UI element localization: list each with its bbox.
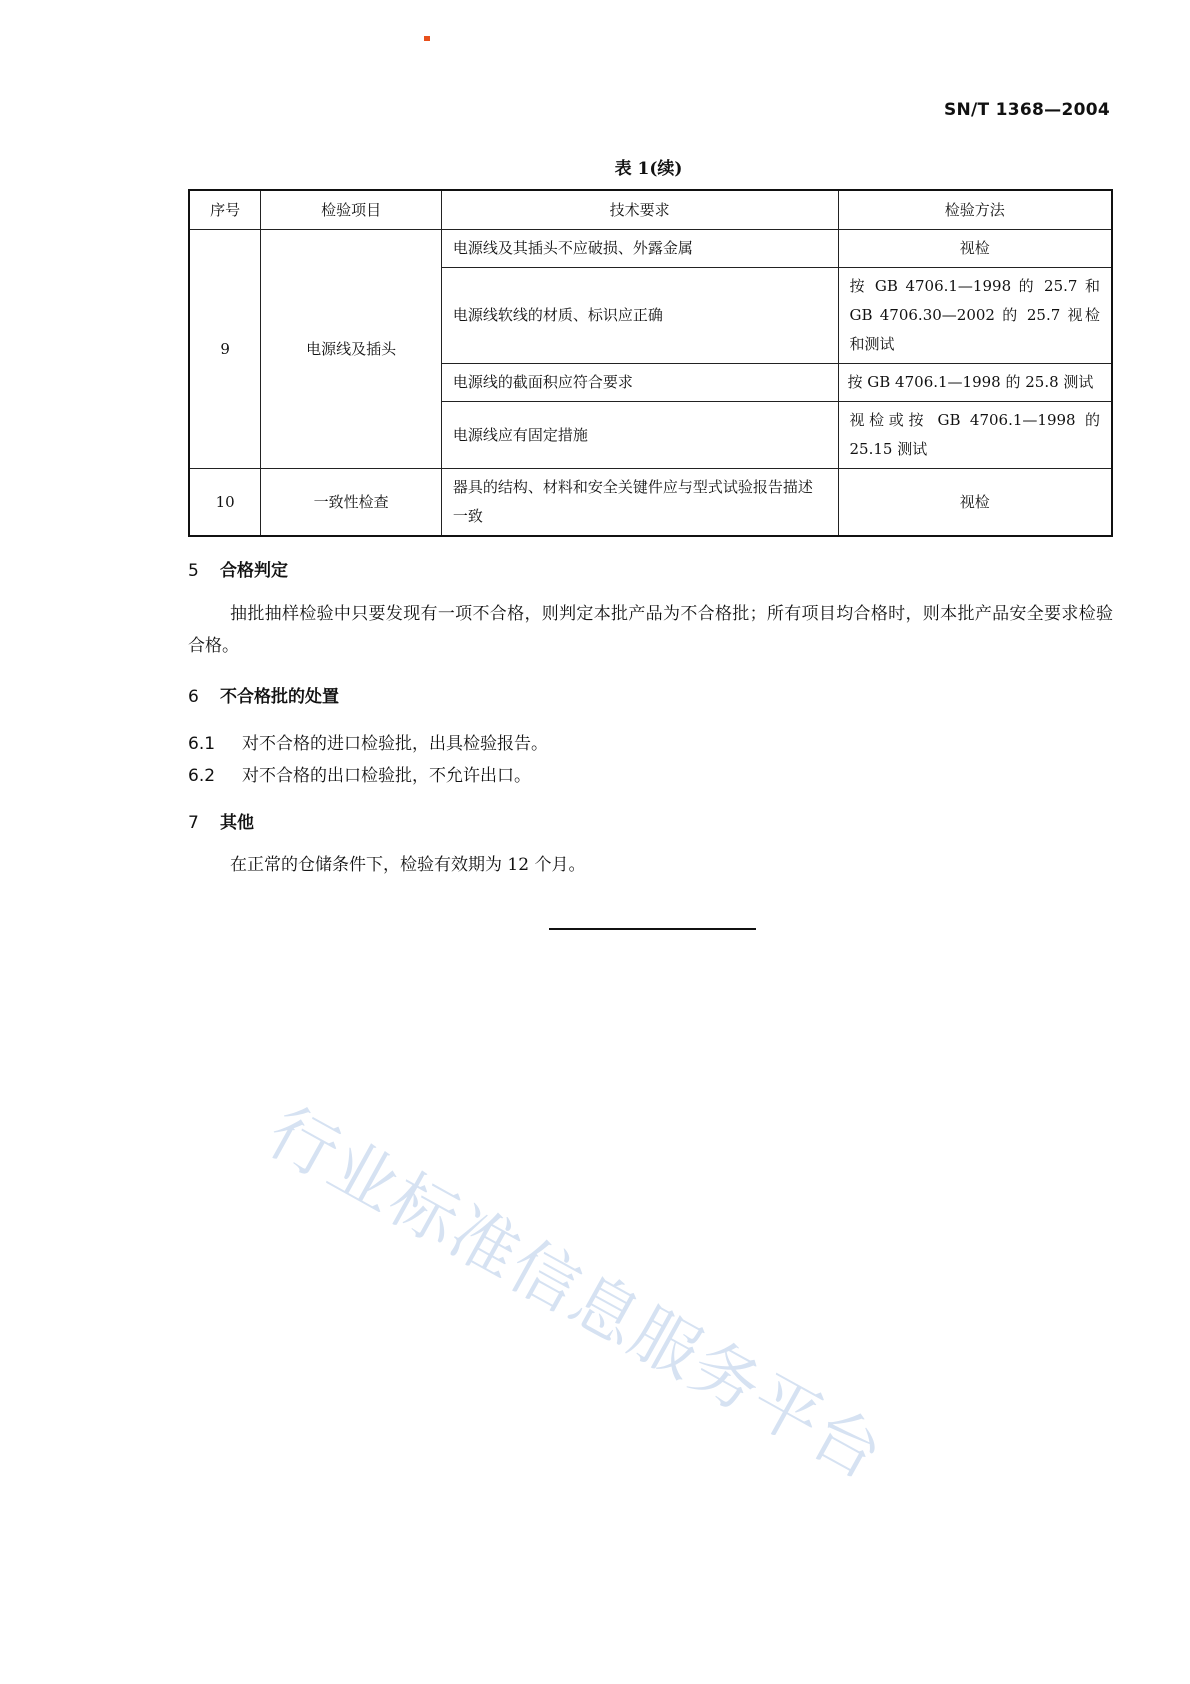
table-header-row (189, 190, 1112, 230)
section-number: 5 (188, 561, 199, 581)
row-no: 9 (189, 230, 261, 469)
section-heading-6 (188, 682, 339, 707)
col-header-item: 检验项目 (261, 190, 441, 230)
clause-text: 对不合格的进口检验批，出具检验报告。 (242, 734, 548, 754)
end-rule (549, 928, 756, 930)
requirement-cell: 器具的结构、材料和安全关键件应与型式试验报告描述一致 (441, 469, 838, 537)
section-title: 其他 (220, 813, 254, 833)
clause-number: 6.1 (188, 734, 216, 754)
clause-text: 对不合格的出口检验批，不允许出口。 (242, 766, 531, 786)
section-paragraph: 抽批抽样检验中只要发现有一项不合格，则判定本批产品为不合格批；所有项目均合格时，则本批产品安全要求检验合格。 (188, 604, 1113, 656)
requirement-cell: 电源线应有固定措施 (441, 402, 838, 469)
top-edge-mark (424, 36, 430, 41)
standard-code: SN/T 1368—2004 (943, 100, 1110, 120)
method-cell: 视检 (838, 469, 1112, 537)
table-row (189, 469, 1112, 537)
requirement-cell: 电源线及其插头不应破损、外露金属 (441, 230, 838, 268)
clause-6-1 (188, 729, 548, 754)
col-header-method: 检验方法 (838, 190, 1112, 230)
section-heading-5 (188, 556, 288, 581)
watermark: 行业标准信息服务平台 (255, 1092, 897, 1495)
clause-number: 6.2 (188, 766, 216, 786)
method-cell: 按 GB 4706.1—1998 的 25.7 和 GB 4706.30—2002 的 25.7 视检和测试 (838, 268, 1112, 364)
section-number: 6 (188, 687, 199, 707)
row-item: 一致性检查 (261, 469, 441, 537)
inspection-table (188, 189, 1113, 537)
requirement-cell: 电源线的截面积应符合要求 (441, 364, 838, 402)
table-title: 表 1(续) (614, 159, 683, 179)
section-title: 不合格批的处置 (220, 687, 339, 707)
section-title: 合格判定 (220, 561, 288, 581)
clause-6-2 (188, 761, 531, 786)
col-header-requirement: 技术要求 (441, 190, 838, 230)
section-number: 7 (188, 813, 199, 833)
row-no: 10 (189, 469, 261, 537)
col-header-no: 序号 (189, 190, 261, 230)
method-cell: 视检或按 GB 4706.1—1998 的 25.15 测试 (838, 402, 1112, 469)
table-row (189, 230, 1112, 268)
row-item: 电源线及插头 (261, 230, 441, 469)
method-cell: 按 GB 4706.1—1998 的 25.8 测试 (838, 364, 1112, 402)
section-heading-7 (188, 808, 254, 833)
method-cell: 视检 (838, 230, 1112, 268)
requirement-cell: 电源线软线的材质、标识应正确 (441, 268, 838, 364)
section-paragraph: 在正常的仓储条件下，检验有效期为 12 个月。 (230, 855, 586, 875)
